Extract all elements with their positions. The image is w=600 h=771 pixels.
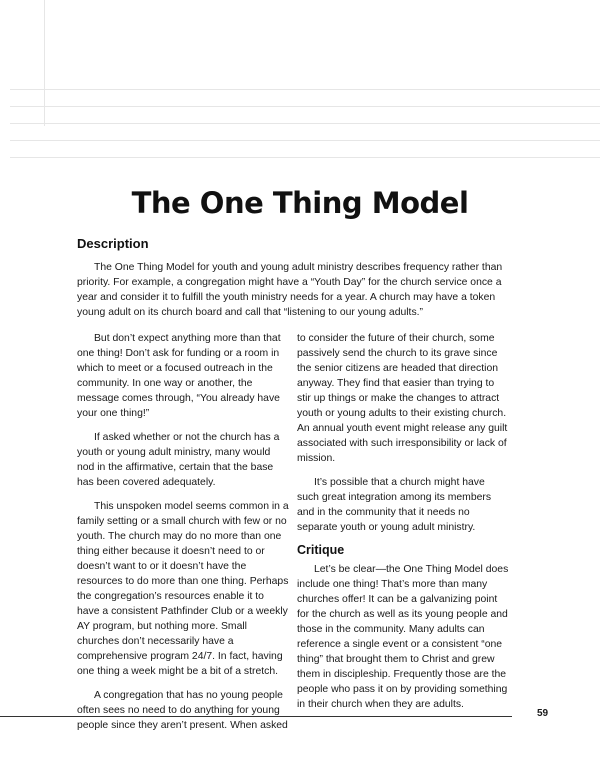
description-heading: Description — [77, 236, 149, 251]
intro-paragraph: The One Thing Model for youth and young adult ministry describes frequency rather than priority. For example, a congregation might have a “Youth Day” for the church service once a year and consider it to fulfill the youth ministry needs for a year. A church may have a token young adult on its church board and call that “listening to our young adults.” — [77, 262, 503, 318]
left-column — [77, 331, 289, 742]
body-paragraph: If asked whether or not the church has a youth or young adult ministry, many would nod in the affirmative, certain that the base has been covered adequately. — [77, 432, 280, 488]
body-paragraph: It’s possible that a church might have such great integration among its members and in the community that it needs no separate youth or young adult ministry. — [297, 477, 492, 533]
decorative-ruled-line — [10, 157, 600, 158]
body-paragraph: A congregation that has no young people often sees no need to do anything for young people since they aren’t present. When asked — [77, 690, 288, 731]
decorative-ruled-line — [10, 89, 600, 90]
right-column — [297, 331, 509, 721]
decorative-ruled-line — [10, 106, 600, 107]
decorative-ruled-line — [10, 123, 600, 124]
body-paragraph: But don’t expect anything more than that one thing! Don’t ask for funding or a room in which to meet or a focused outreach in the community. In one way or another, the message comes through, “You already have your one thing!” — [77, 333, 281, 419]
footer-rule — [0, 716, 512, 717]
page-title: The One Thing Model — [131, 186, 469, 220]
critique-paragraph: Let’s be clear—the One Thing Model does include one thing! That’s more than many churches offer! It can be a galvanizing point for the church as well as its young people and those in the community. Many adults can reference a single event or a consistent “one thing” that brought them to Christ and grew them in discipleship. Frequently those are the people who pass it on by providing something in their church when they are adults. — [297, 564, 509, 710]
decorative-margin-line — [44, 0, 45, 126]
decorative-ruled-line — [10, 140, 600, 141]
body-paragraph-continued: to consider the future of their church, some passively send the church to its grave since the senior citizens are headed that direction anyway. They find that easier than trying to stir up things or make the changes to attract youth or young adults to their existing church. An annual youth event might release any guilt associated with such irresponsibility or lack of mission. — [297, 333, 508, 464]
page-number: 59 — [537, 708, 549, 719]
body-paragraph: This unspoken model seems common in a family setting or a small church with few or no youth. The church may do no more than one thing either because it doesn’t need to or doesn’t want to or it doesn’t have the resources to do more than one thing. Perhaps the congregation’s resources enable it to have a consistent Pathfinder Club or a weekly AY program, but nothing more. Small churches don’t necessarily have a comprehensive program 24/7. In fact, having one thing a week might be a bit of a stretch. — [77, 501, 289, 677]
critique-heading: Critique — [297, 543, 345, 557]
